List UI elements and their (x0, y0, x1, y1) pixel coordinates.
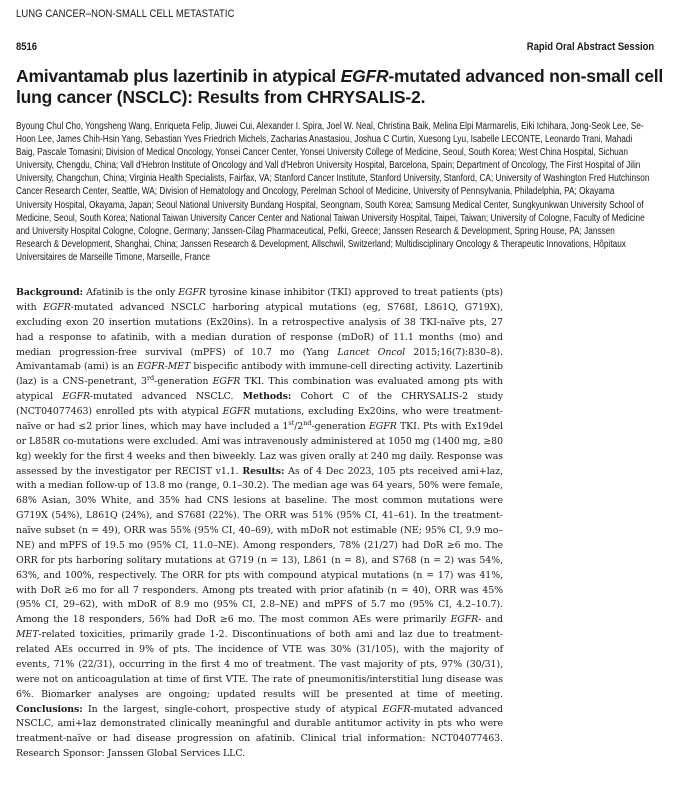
session-type: Rapid Oral Abstract Session (526, 41, 654, 53)
results-label: Results: (242, 465, 285, 477)
conclusions-label: Conclusions: (16, 703, 83, 715)
abstract-body: Background: Afatinib is the only EGFR tyrosine kinase inhibitor (TKI) approved to treat patients (pts) with EGFR-mutated advanced NSCLC harboring atypical mutations (eg, S768I, L861Q, G719X), excluding exon 20 insertion mutations (Ex20ins). In a retrospective analysis of 38 TKI-naïve pts, 27 had a response to afatinib, with a median duration of response (mDoR) of 11.1 months (mo) and median progression-free survival (mPFS) of 10.7 mo (Yang Lancet Oncol 2015;16(7):830–8). Amivantamab (ami) is an EGFR-MET bispecific antibody with immune-cell directing activity. Lazertinib (laz) is a CNS-penetrant, 3rd-generation EGFR TKI. This combination was evaluated among pts with atypical EGFR-mutated advanced NSCLC. Methods: Cohort C of the CHRYSALIS-2 study (NCT04077463) enrolled pts with atypical EGFR mutations, excluding Ex20ins, who were treatment-naïve or had ≤2 prior lines, which may have included a 1st/2nd-generation EGFR TKI. Pts with Ex19del or L858R co-mutations were excluded. Ami was intravenously administered at 1050 mg (1400 mg, ≥80 kg) weekly for the first 4 weeks and then biweekly. Laz was given orally at 240 mg daily. Response was assessed by the investigator per RECIST v1.1. Results: As of 4 Dec 2023, 105 pts received ami+laz, with a median follow-up of 13.8 mo (range, 0.1–30.2). The median age was 64 years, 50% were female, 68% Asian, 30% White, and 35% had CNS lesions at baseline. The most common mutations were G719X (54%), L861Q (24%), and S768I (22%). The ORR was 51% (95% CI, 41–61). In the treatment-naïve subset (n = 49), ORR was 55% (95% CI, 40–69), with mDoR not estimable (NE; 95% CI, 9.9 mo–NE) and mPFS of 19.5 mo (95% CI, 11.0–NE). Among responders, 78% (21/27) had DoR ≥6 mo. The ORR for pts harboring solitary mutations at G719 (n = 13), L861 (n = 8), and S768 (n = 2) was 54%, 63%, and 100%, respectively. The ORR for pts with compound atypical mutations (n = 17) was 41%, with DoR ≥6 mo for all 7 responders. Among pts treated with prior afatinib (n = 40), ORR was 45% (95% CI, 29–62), with mDoR of 8.9 mo (95% CI, 2.8–NE) and mPFS of 5.7 mo (95% CI, 4.2–10.7). Among the 18 responders, 56% had DoR ≥6 mo. The most common AEs were primarily EGFR- and MET-related toxicities, primarily grade 1-2. Discontinuations of both ami and laz due to treatment-related AEs occurred in 9% of pts. The incidence of VTE was 30% (31/105), with the majority of events, 71% (22/31), occurring in the first 4 mo of treatment. The vast majority of pts, 97% (30/31), were not on anticoagulation at time of first VTE. The rate of pneumonitis/interstitial lung disease was 6%. Biomarker analyses are ongoing; updated results will be presented at time of meeting. Conclusions: In the largest, single-cohort, prospective study of atypical EGFR-mutated advanced NSCLC, ami+laz demonstrated clinically meaningful and durable antitumor activity in pts who were treatment-naïve or had disease progression on afatinib. Clinical trial information: NCT04077463. Research Sponsor: Janssen Global Services LLC. (16, 287, 504, 760)
abstract-number: 8516 (16, 41, 38, 53)
background-label: Background: (16, 287, 84, 298)
authors-affiliations: Byoung Chul Cho, Yongsheng Wang, Enriqueta Felip, Jiuwei Cui, Alexander I. Spira, Joel W. Neal, Christina Baik, Melina Elpi Marmarelis, Eiki Ichihara, Jong-Seok Lee, Se-Hoon Lee, James Chih-Hsin Yang, Sebastian Yves Friedrich Michels, Zacharias Anastasiou, Joshua C Curtin, Xuesong Lyu, Isabelle LECONTE, Leonardo Trani, Mahadi Baig, Pascale Tomasini; Division of Medical Oncology, Yonsei Cancer Center, Yonsei University College of Medicine, Seoul, South Korea; West China Hospital, Sichuan University, Chengdu, China; Vall d'Hebron Institute of Oncology and Vall d'Hebron University Hospital, Barcelona, Spain; Department of Oncology, The First Hospital of Jilin University, Changchun, China; Virginia Health Specialists, Fairfax, VA; Stanford Cancer Institute, Stanford University, Stanford, CA; University of Washington Fred Hutchinson Cancer Research Center, Seattle, WA; Division of Hematology and Oncology, Perelman School of Medicine, University of Pennsylvania, Philadelphia, PA; Okayama University Hospital, Okayama, Japan; Seoul National University Bundang Hospital, Seongnam, South Korea; Samsung Medical Center, Sungkyunkwan University School of Medicine, Seoul, South Korea; National Taiwan University Cancer Center and National Taiwan University Hospital, Taipei, Taiwan; University of Cologne, Faculty of Medicine and University Hospital Cologne, Cologne, Germany; Janssen-Cilag Pharmaceutical, Pefki, Greece; Janssen Research & Development, Spring House, PA; Janssen Research & Development, Shanghai, China; Janssen Research & Development, Allschwil, Switzerland; Multidisciplinary Oncology & Therapeutic Innovations, Hôpitaux Universitaires de Marseille Timone, Marseille, France (16, 121, 650, 263)
section-header: LUNG CANCER–NON-SMALL CELL METASTATIC (16, 8, 235, 20)
abstract-title: Amivantamab plus lazertinib in atypical EGFR-mutated advanced non-small cell lung cancer (NSCLC): Results from CHRYSALIS-2. (16, 66, 664, 107)
methods-label: Methods: (242, 391, 292, 403)
title-gene: EGFR (340, 66, 389, 86)
